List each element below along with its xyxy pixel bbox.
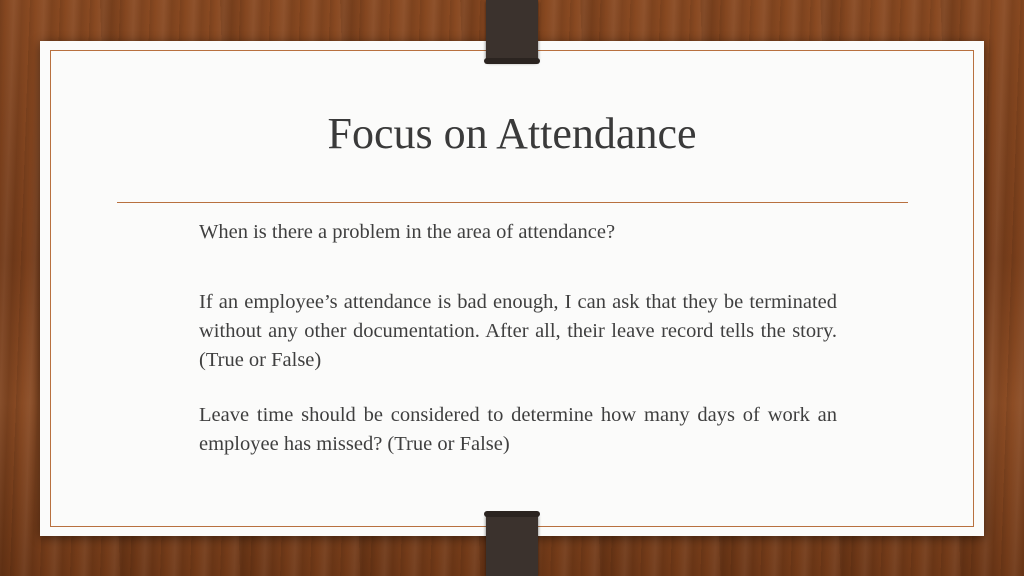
bottom-binder-clip [486, 513, 538, 576]
top-binder-clip [486, 0, 538, 62]
slide-body [199, 218, 837, 485]
body-paragraph-leave-time: Leave time should be considered to determine how many days of work an employee has missed? (True or False) [199, 404, 837, 455]
body-paragraph-question: When is there a problem in the area of attendance? [199, 221, 616, 243]
title-divider [117, 202, 908, 203]
body-paragraph-termination: If an employee’s attendance is bad enough, I can ask that they be terminated without any other documentation. After all, their leave record tells the story. (True or False) [199, 291, 837, 371]
slide-title: Focus on Attendance [327, 109, 697, 158]
